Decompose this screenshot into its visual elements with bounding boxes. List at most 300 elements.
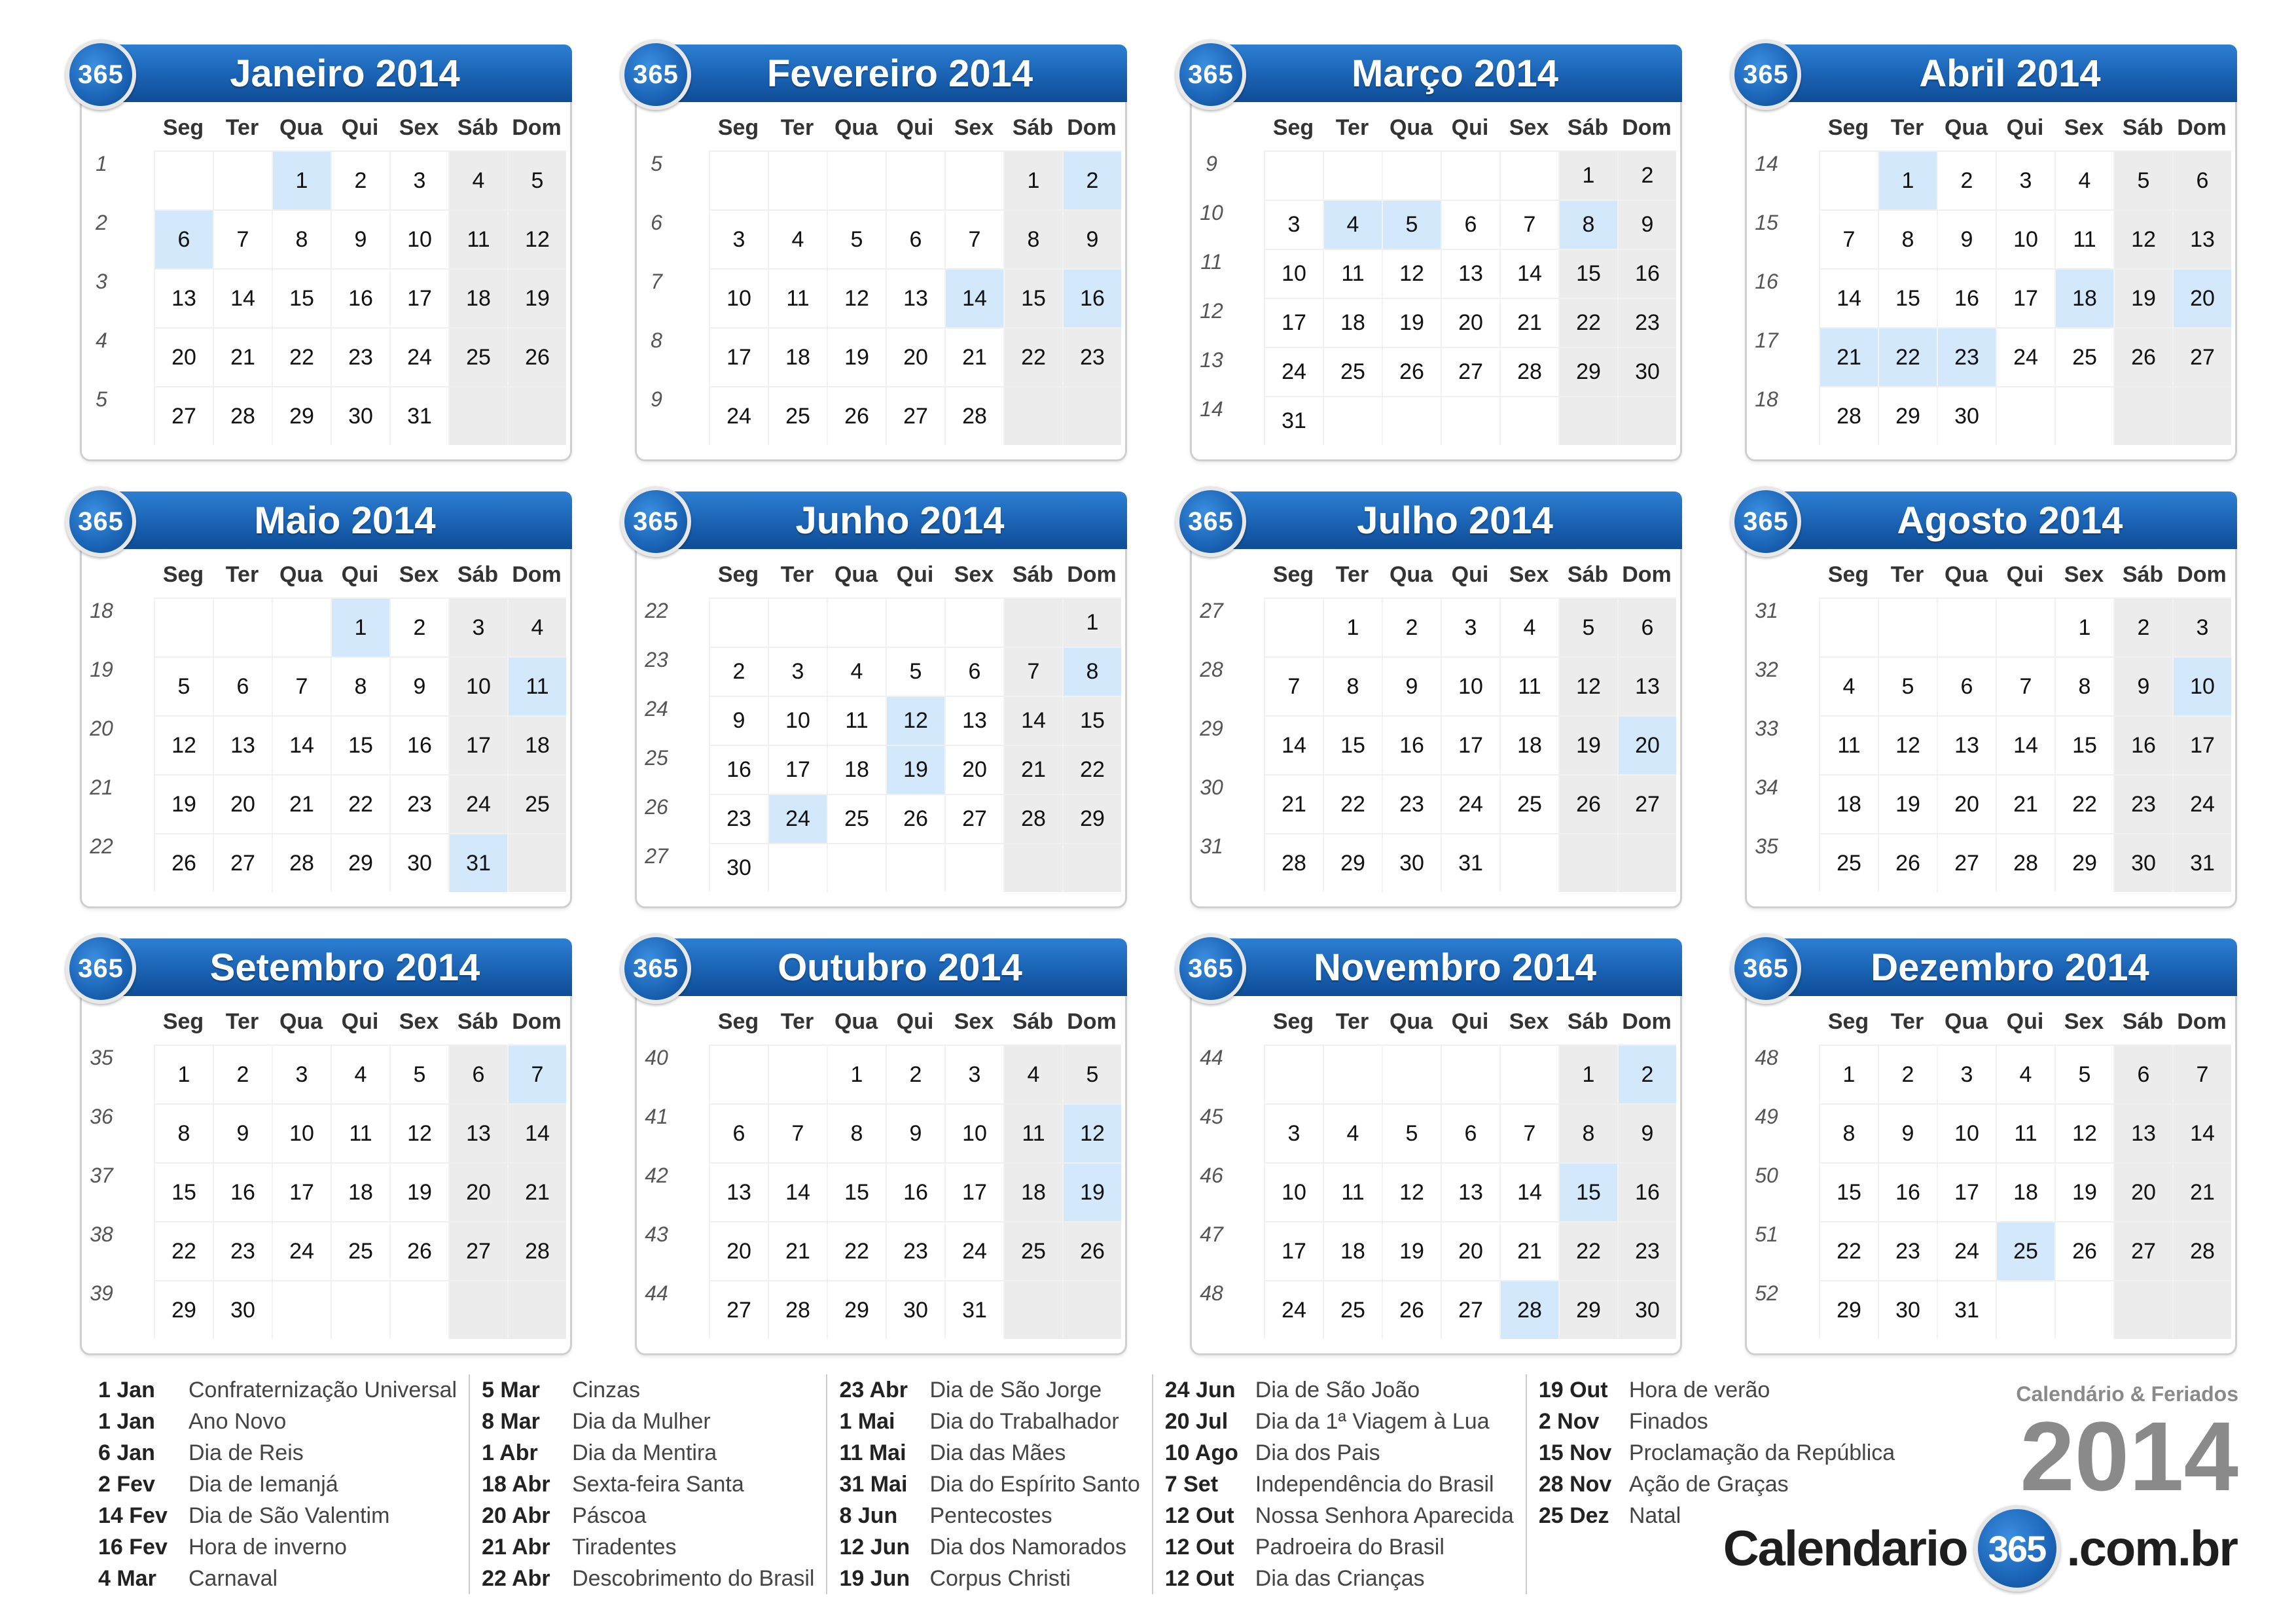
day-cell[interactable]: 8 bbox=[827, 1105, 886, 1162]
day-cell[interactable]: 4 bbox=[1323, 201, 1382, 249]
day-cell[interactable]: 10 bbox=[1264, 1164, 1323, 1221]
day-cell[interactable]: 7 bbox=[272, 658, 331, 715]
day-cell[interactable]: 24 bbox=[1441, 776, 1499, 833]
day-cell[interactable]: 8 bbox=[154, 1105, 213, 1162]
day-cell[interactable]: 22 bbox=[1003, 329, 1062, 386]
day-cell[interactable]: 23 bbox=[1937, 329, 1996, 386]
day-cell[interactable]: 25 bbox=[1996, 1222, 2054, 1280]
day-cell[interactable]: 2 bbox=[1617, 152, 1676, 200]
day-cell[interactable]: 6 bbox=[1617, 599, 1676, 656]
day-cell[interactable]: 2 bbox=[2113, 599, 2172, 656]
day-cell[interactable]: 13 bbox=[1617, 658, 1676, 715]
day-cell[interactable]: 14 bbox=[2172, 1105, 2231, 1162]
day-cell[interactable]: 15 bbox=[1323, 717, 1382, 774]
day-cell[interactable]: 23 bbox=[2113, 776, 2172, 833]
day-cell[interactable]: 14 bbox=[1819, 270, 1878, 327]
day-cell[interactable]: 20 bbox=[1617, 717, 1676, 774]
day-cell[interactable]: 1 bbox=[827, 1046, 886, 1103]
day-cell[interactable]: 3 bbox=[448, 599, 507, 656]
day-cell[interactable]: 3 bbox=[1264, 201, 1323, 249]
day-cell[interactable]: 16 bbox=[213, 1164, 272, 1221]
day-cell[interactable]: 23 bbox=[213, 1222, 272, 1280]
day-cell[interactable]: 21 bbox=[213, 329, 272, 386]
day-cell[interactable]: 20 bbox=[213, 776, 272, 833]
day-cell[interactable]: 11 bbox=[1003, 1105, 1062, 1162]
day-cell[interactable]: 22 bbox=[331, 776, 389, 833]
day-cell[interactable]: 26 bbox=[1382, 1281, 1441, 1339]
day-cell[interactable]: 17 bbox=[1441, 717, 1499, 774]
day-cell[interactable]: 31 bbox=[1441, 834, 1499, 892]
day-cell[interactable]: 18 bbox=[768, 329, 827, 386]
day-cell[interactable]: 14 bbox=[1003, 697, 1062, 745]
day-cell[interactable]: 7 bbox=[1819, 211, 1878, 268]
day-cell[interactable]: 29 bbox=[1558, 348, 1617, 396]
day-cell[interactable]: 20 bbox=[886, 329, 944, 386]
day-cell[interactable]: 7 bbox=[2172, 1046, 2231, 1103]
day-cell[interactable]: 17 bbox=[1264, 299, 1323, 347]
day-cell[interactable]: 30 bbox=[389, 834, 448, 892]
day-cell[interactable]: 6 bbox=[1441, 201, 1499, 249]
day-cell[interactable]: 1 bbox=[272, 152, 331, 209]
day-cell[interactable]: 11 bbox=[331, 1105, 389, 1162]
day-cell[interactable]: 28 bbox=[213, 387, 272, 445]
day-cell[interactable]: 9 bbox=[1878, 1105, 1937, 1162]
day-cell[interactable]: 7 bbox=[944, 211, 1003, 268]
day-cell[interactable]: 24 bbox=[709, 387, 768, 445]
day-cell[interactable]: 28 bbox=[1499, 1281, 1558, 1339]
day-cell[interactable]: 22 bbox=[1558, 1222, 1617, 1280]
day-cell[interactable]: 18 bbox=[507, 717, 566, 774]
day-cell[interactable]: 19 bbox=[507, 270, 566, 327]
day-cell[interactable]: 27 bbox=[1937, 834, 1996, 892]
day-cell[interactable]: 10 bbox=[1937, 1105, 1996, 1162]
day-cell[interactable]: 4 bbox=[331, 1046, 389, 1103]
day-cell[interactable]: 7 bbox=[768, 1105, 827, 1162]
day-cell[interactable]: 4 bbox=[1996, 1046, 2054, 1103]
day-cell[interactable]: 11 bbox=[2054, 211, 2113, 268]
day-cell[interactable]: 10 bbox=[1441, 658, 1499, 715]
day-cell[interactable]: 19 bbox=[827, 329, 886, 386]
day-cell[interactable]: 20 bbox=[1937, 776, 1996, 833]
day-cell[interactable]: 20 bbox=[2172, 270, 2231, 327]
day-cell[interactable]: 10 bbox=[272, 1105, 331, 1162]
day-cell[interactable]: 15 bbox=[2054, 717, 2113, 774]
day-cell[interactable]: 21 bbox=[507, 1164, 566, 1221]
day-cell[interactable]: 8 bbox=[331, 658, 389, 715]
day-cell[interactable]: 4 bbox=[768, 211, 827, 268]
day-cell[interactable]: 10 bbox=[448, 658, 507, 715]
day-cell[interactable]: 20 bbox=[1441, 1222, 1499, 1280]
day-cell[interactable]: 30 bbox=[1617, 348, 1676, 396]
day-cell[interactable]: 10 bbox=[1264, 250, 1323, 298]
day-cell[interactable]: 3 bbox=[2172, 599, 2231, 656]
day-cell[interactable]: 14 bbox=[768, 1164, 827, 1221]
day-cell[interactable]: 26 bbox=[2054, 1222, 2113, 1280]
day-cell[interactable]: 14 bbox=[1996, 717, 2054, 774]
day-cell[interactable]: 9 bbox=[1617, 201, 1676, 249]
day-cell[interactable]: 27 bbox=[213, 834, 272, 892]
day-cell[interactable]: 2 bbox=[1382, 599, 1441, 656]
day-cell[interactable]: 21 bbox=[1819, 329, 1878, 386]
day-cell[interactable]: 21 bbox=[1003, 746, 1062, 794]
day-cell[interactable]: 17 bbox=[2172, 717, 2231, 774]
day-cell[interactable]: 6 bbox=[154, 211, 213, 268]
day-cell[interactable]: 24 bbox=[448, 776, 507, 833]
day-cell[interactable]: 29 bbox=[331, 834, 389, 892]
day-cell[interactable]: 14 bbox=[272, 717, 331, 774]
day-cell[interactable]: 18 bbox=[1323, 299, 1382, 347]
day-cell[interactable]: 16 bbox=[389, 717, 448, 774]
day-cell[interactable]: 2 bbox=[1617, 1046, 1676, 1103]
day-cell[interactable]: 3 bbox=[944, 1046, 1003, 1103]
day-cell[interactable]: 17 bbox=[944, 1164, 1003, 1221]
day-cell[interactable]: 12 bbox=[389, 1105, 448, 1162]
day-cell[interactable]: 16 bbox=[886, 1164, 944, 1221]
day-cell[interactable]: 26 bbox=[886, 795, 944, 843]
day-cell[interactable]: 12 bbox=[1558, 658, 1617, 715]
day-cell[interactable]: 16 bbox=[1617, 250, 1676, 298]
day-cell[interactable]: 2 bbox=[1937, 152, 1996, 209]
day-cell[interactable]: 22 bbox=[2054, 776, 2113, 833]
day-cell[interactable]: 12 bbox=[1382, 250, 1441, 298]
day-cell[interactable]: 13 bbox=[1937, 717, 1996, 774]
day-cell[interactable]: 5 bbox=[1558, 599, 1617, 656]
day-cell[interactable]: 19 bbox=[1382, 299, 1441, 347]
day-cell[interactable]: 26 bbox=[2113, 329, 2172, 386]
day-cell[interactable]: 4 bbox=[1819, 658, 1878, 715]
day-cell[interactable]: 22 bbox=[1062, 746, 1121, 794]
day-cell[interactable]: 22 bbox=[1323, 776, 1382, 833]
day-cell[interactable]: 17 bbox=[709, 329, 768, 386]
day-cell[interactable]: 25 bbox=[1499, 776, 1558, 833]
day-cell[interactable]: 23 bbox=[886, 1222, 944, 1280]
day-cell[interactable]: 30 bbox=[331, 387, 389, 445]
day-cell[interactable]: 20 bbox=[1441, 299, 1499, 347]
day-cell[interactable]: 19 bbox=[1062, 1164, 1121, 1221]
day-cell[interactable]: 15 bbox=[1558, 1164, 1617, 1221]
day-cell[interactable]: 2 bbox=[1878, 1046, 1937, 1103]
day-cell[interactable]: 16 bbox=[1937, 270, 1996, 327]
day-cell[interactable]: 26 bbox=[1558, 776, 1617, 833]
day-cell[interactable]: 23 bbox=[1617, 299, 1676, 347]
day-cell[interactable]: 15 bbox=[827, 1164, 886, 1221]
day-cell[interactable]: 22 bbox=[1558, 299, 1617, 347]
day-cell[interactable]: 3 bbox=[768, 648, 827, 696]
day-cell[interactable]: 16 bbox=[1062, 270, 1121, 327]
day-cell[interactable]: 21 bbox=[944, 329, 1003, 386]
day-cell[interactable]: 30 bbox=[1382, 834, 1441, 892]
day-cell[interactable]: 10 bbox=[1996, 211, 2054, 268]
day-cell[interactable]: 1 bbox=[154, 1046, 213, 1103]
day-cell[interactable]: 6 bbox=[886, 211, 944, 268]
day-cell[interactable]: 29 bbox=[1558, 1281, 1617, 1339]
day-cell[interactable]: 3 bbox=[272, 1046, 331, 1103]
day-cell[interactable]: 18 bbox=[1499, 717, 1558, 774]
day-cell[interactable]: 4 bbox=[448, 152, 507, 209]
day-cell[interactable]: 29 bbox=[272, 387, 331, 445]
day-cell[interactable]: 22 bbox=[154, 1222, 213, 1280]
day-cell[interactable]: 19 bbox=[1558, 717, 1617, 774]
day-cell[interactable]: 17 bbox=[1264, 1222, 1323, 1280]
day-cell[interactable]: 17 bbox=[389, 270, 448, 327]
day-cell[interactable]: 27 bbox=[709, 1281, 768, 1339]
day-cell[interactable]: 28 bbox=[768, 1281, 827, 1339]
day-cell[interactable]: 6 bbox=[944, 648, 1003, 696]
day-cell[interactable]: 2 bbox=[213, 1046, 272, 1103]
day-cell[interactable]: 12 bbox=[1878, 717, 1937, 774]
day-cell[interactable]: 16 bbox=[331, 270, 389, 327]
day-cell[interactable]: 12 bbox=[1382, 1164, 1441, 1221]
day-cell[interactable]: 23 bbox=[709, 795, 768, 843]
day-cell[interactable]: 25 bbox=[827, 795, 886, 843]
day-cell[interactable]: 11 bbox=[1323, 1164, 1382, 1221]
day-cell[interactable]: 18 bbox=[448, 270, 507, 327]
day-cell[interactable]: 10 bbox=[768, 697, 827, 745]
day-cell[interactable]: 9 bbox=[331, 211, 389, 268]
day-cell[interactable]: 21 bbox=[272, 776, 331, 833]
day-cell[interactable]: 23 bbox=[1617, 1222, 1676, 1280]
day-cell[interactable]: 14 bbox=[944, 270, 1003, 327]
day-cell[interactable]: 19 bbox=[2113, 270, 2172, 327]
day-cell[interactable]: 5 bbox=[154, 658, 213, 715]
day-cell[interactable]: 12 bbox=[827, 270, 886, 327]
day-cell[interactable]: 18 bbox=[1003, 1164, 1062, 1221]
day-cell[interactable]: 20 bbox=[154, 329, 213, 386]
day-cell[interactable]: 9 bbox=[886, 1105, 944, 1162]
day-cell[interactable]: 2 bbox=[1062, 152, 1121, 209]
day-cell[interactable]: 8 bbox=[1003, 211, 1062, 268]
day-cell[interactable]: 12 bbox=[507, 211, 566, 268]
day-cell[interactable]: 9 bbox=[1617, 1105, 1676, 1162]
day-cell[interactable]: 14 bbox=[1499, 1164, 1558, 1221]
day-cell[interactable]: 24 bbox=[1996, 329, 2054, 386]
day-cell[interactable]: 5 bbox=[2054, 1046, 2113, 1103]
day-cell[interactable]: 13 bbox=[1441, 250, 1499, 298]
day-cell[interactable]: 4 bbox=[1323, 1105, 1382, 1162]
day-cell[interactable]: 25 bbox=[1819, 834, 1878, 892]
day-cell[interactable]: 27 bbox=[2172, 329, 2231, 386]
day-cell[interactable]: 27 bbox=[2113, 1222, 2172, 1280]
day-cell[interactable]: 13 bbox=[709, 1164, 768, 1221]
day-cell[interactable]: 15 bbox=[154, 1164, 213, 1221]
day-cell[interactable]: 6 bbox=[709, 1105, 768, 1162]
day-cell[interactable]: 5 bbox=[1878, 658, 1937, 715]
day-cell[interactable]: 10 bbox=[2172, 658, 2231, 715]
day-cell[interactable]: 28 bbox=[2172, 1222, 2231, 1280]
day-cell[interactable]: 22 bbox=[827, 1222, 886, 1280]
day-cell[interactable]: 15 bbox=[331, 717, 389, 774]
day-cell[interactable]: 11 bbox=[448, 211, 507, 268]
day-cell[interactable]: 1 bbox=[1819, 1046, 1878, 1103]
day-cell[interactable]: 31 bbox=[448, 834, 507, 892]
day-cell[interactable]: 24 bbox=[389, 329, 448, 386]
day-cell[interactable]: 21 bbox=[1499, 1222, 1558, 1280]
day-cell[interactable]: 24 bbox=[944, 1222, 1003, 1280]
day-cell[interactable]: 9 bbox=[1382, 658, 1441, 715]
day-cell[interactable]: 26 bbox=[1878, 834, 1937, 892]
day-cell[interactable]: 9 bbox=[389, 658, 448, 715]
day-cell[interactable]: 14 bbox=[507, 1105, 566, 1162]
day-cell[interactable]: 23 bbox=[331, 329, 389, 386]
day-cell[interactable]: 16 bbox=[1382, 717, 1441, 774]
day-cell[interactable]: 7 bbox=[213, 211, 272, 268]
day-cell[interactable]: 2 bbox=[389, 599, 448, 656]
day-cell[interactable]: 11 bbox=[1499, 658, 1558, 715]
day-cell[interactable]: 13 bbox=[944, 697, 1003, 745]
day-cell[interactable]: 18 bbox=[827, 746, 886, 794]
day-cell[interactable]: 27 bbox=[448, 1222, 507, 1280]
day-cell[interactable]: 30 bbox=[709, 844, 768, 892]
day-cell[interactable]: 26 bbox=[827, 387, 886, 445]
day-cell[interactable]: 24 bbox=[1264, 1281, 1323, 1339]
day-cell[interactable]: 25 bbox=[331, 1222, 389, 1280]
day-cell[interactable]: 18 bbox=[1323, 1222, 1382, 1280]
day-cell[interactable]: 8 bbox=[272, 211, 331, 268]
day-cell[interactable]: 30 bbox=[1617, 1281, 1676, 1339]
day-cell[interactable]: 16 bbox=[1878, 1164, 1937, 1221]
day-cell[interactable]: 26 bbox=[507, 329, 566, 386]
day-cell[interactable]: 22 bbox=[1878, 329, 1937, 386]
day-cell[interactable]: 28 bbox=[1996, 834, 2054, 892]
day-cell[interactable]: 29 bbox=[1323, 834, 1382, 892]
day-cell[interactable]: 3 bbox=[1996, 152, 2054, 209]
day-cell[interactable]: 3 bbox=[709, 211, 768, 268]
day-cell[interactable]: 16 bbox=[1617, 1164, 1676, 1221]
day-cell[interactable]: 17 bbox=[1937, 1164, 1996, 1221]
day-cell[interactable]: 5 bbox=[827, 211, 886, 268]
day-cell[interactable]: 30 bbox=[2113, 834, 2172, 892]
day-cell[interactable]: 30 bbox=[1937, 387, 1996, 445]
day-cell[interactable]: 19 bbox=[389, 1164, 448, 1221]
day-cell[interactable]: 17 bbox=[448, 717, 507, 774]
day-cell[interactable]: 23 bbox=[1878, 1222, 1937, 1280]
day-cell[interactable]: 4 bbox=[2054, 152, 2113, 209]
day-cell[interactable]: 3 bbox=[1937, 1046, 1996, 1103]
day-cell[interactable]: 12 bbox=[1062, 1105, 1121, 1162]
day-cell[interactable]: 5 bbox=[2113, 152, 2172, 209]
day-cell[interactable]: 13 bbox=[886, 270, 944, 327]
day-cell[interactable]: 10 bbox=[944, 1105, 1003, 1162]
day-cell[interactable]: 28 bbox=[944, 387, 1003, 445]
day-cell[interactable]: 15 bbox=[1003, 270, 1062, 327]
day-cell[interactable]: 3 bbox=[389, 152, 448, 209]
day-cell[interactable]: 4 bbox=[827, 648, 886, 696]
day-cell[interactable]: 17 bbox=[1996, 270, 2054, 327]
day-cell[interactable]: 22 bbox=[272, 329, 331, 386]
day-cell[interactable]: 9 bbox=[213, 1105, 272, 1162]
day-cell[interactable]: 24 bbox=[768, 795, 827, 843]
day-cell[interactable]: 25 bbox=[2054, 329, 2113, 386]
day-cell[interactable]: 7 bbox=[1499, 201, 1558, 249]
day-cell[interactable]: 25 bbox=[768, 387, 827, 445]
day-cell[interactable]: 5 bbox=[1382, 1105, 1441, 1162]
day-cell[interactable]: 20 bbox=[709, 1222, 768, 1280]
day-cell[interactable]: 30 bbox=[886, 1281, 944, 1339]
day-cell[interactable]: 8 bbox=[1062, 648, 1121, 696]
day-cell[interactable]: 5 bbox=[1382, 201, 1441, 249]
day-cell[interactable]: 23 bbox=[1382, 776, 1441, 833]
day-cell[interactable]: 25 bbox=[507, 776, 566, 833]
day-cell[interactable]: 6 bbox=[213, 658, 272, 715]
day-cell[interactable]: 27 bbox=[886, 387, 944, 445]
day-cell[interactable]: 15 bbox=[1558, 250, 1617, 298]
day-cell[interactable]: 23 bbox=[1062, 329, 1121, 386]
day-cell[interactable]: 8 bbox=[1558, 201, 1617, 249]
day-cell[interactable]: 2 bbox=[709, 648, 768, 696]
day-cell[interactable]: 20 bbox=[448, 1164, 507, 1221]
day-cell[interactable]: 17 bbox=[768, 746, 827, 794]
day-cell[interactable]: 19 bbox=[154, 776, 213, 833]
day-cell[interactable]: 29 bbox=[1819, 1281, 1878, 1339]
day-cell[interactable]: 7 bbox=[1264, 658, 1323, 715]
day-cell[interactable]: 26 bbox=[389, 1222, 448, 1280]
day-cell[interactable]: 5 bbox=[389, 1046, 448, 1103]
day-cell[interactable]: 24 bbox=[272, 1222, 331, 1280]
day-cell[interactable]: 31 bbox=[389, 387, 448, 445]
day-cell[interactable]: 20 bbox=[2113, 1164, 2172, 1221]
day-cell[interactable]: 20 bbox=[944, 746, 1003, 794]
day-cell[interactable]: 1 bbox=[1323, 599, 1382, 656]
day-cell[interactable]: 1 bbox=[1062, 599, 1121, 647]
day-cell[interactable]: 1 bbox=[1558, 1046, 1617, 1103]
day-cell[interactable]: 15 bbox=[1062, 697, 1121, 745]
day-cell[interactable]: 24 bbox=[1937, 1222, 1996, 1280]
day-cell[interactable]: 18 bbox=[331, 1164, 389, 1221]
day-cell[interactable]: 15 bbox=[1819, 1164, 1878, 1221]
day-cell[interactable]: 19 bbox=[2054, 1164, 2113, 1221]
day-cell[interactable]: 22 bbox=[1819, 1222, 1878, 1280]
day-cell[interactable]: 27 bbox=[154, 387, 213, 445]
day-cell[interactable]: 8 bbox=[1323, 658, 1382, 715]
day-cell[interactable]: 14 bbox=[1499, 250, 1558, 298]
day-cell[interactable]: 16 bbox=[2113, 717, 2172, 774]
day-cell[interactable]: 11 bbox=[507, 658, 566, 715]
day-cell[interactable]: 29 bbox=[154, 1281, 213, 1339]
day-cell[interactable]: 9 bbox=[709, 697, 768, 745]
day-cell[interactable]: 12 bbox=[886, 697, 944, 745]
day-cell[interactable]: 7 bbox=[507, 1046, 566, 1103]
day-cell[interactable]: 30 bbox=[1878, 1281, 1937, 1339]
day-cell[interactable]: 11 bbox=[1323, 250, 1382, 298]
day-cell[interactable]: 27 bbox=[1617, 776, 1676, 833]
day-cell[interactable]: 5 bbox=[886, 648, 944, 696]
day-cell[interactable]: 24 bbox=[1264, 348, 1323, 396]
day-cell[interactable]: 16 bbox=[709, 746, 768, 794]
day-cell[interactable]: 4 bbox=[507, 599, 566, 656]
day-cell[interactable]: 11 bbox=[768, 270, 827, 327]
day-cell[interactable]: 19 bbox=[1382, 1222, 1441, 1280]
day-cell[interactable]: 21 bbox=[2172, 1164, 2231, 1221]
day-cell[interactable]: 21 bbox=[1264, 776, 1323, 833]
day-cell[interactable]: 29 bbox=[1062, 795, 1121, 843]
day-cell[interactable]: 10 bbox=[709, 270, 768, 327]
day-cell[interactable]: 6 bbox=[2113, 1046, 2172, 1103]
day-cell[interactable]: 6 bbox=[1441, 1105, 1499, 1162]
day-cell[interactable]: 27 bbox=[1441, 1281, 1499, 1339]
day-cell[interactable]: 8 bbox=[2054, 658, 2113, 715]
day-cell[interactable]: 28 bbox=[272, 834, 331, 892]
day-cell[interactable]: 25 bbox=[1323, 1281, 1382, 1339]
day-cell[interactable]: 3 bbox=[1264, 1105, 1323, 1162]
day-cell[interactable]: 1 bbox=[1878, 152, 1937, 209]
day-cell[interactable]: 31 bbox=[944, 1281, 1003, 1339]
day-cell[interactable]: 11 bbox=[1819, 717, 1878, 774]
day-cell[interactable]: 26 bbox=[1382, 348, 1441, 396]
day-cell[interactable]: 1 bbox=[1003, 152, 1062, 209]
day-cell[interactable]: 1 bbox=[1558, 152, 1617, 200]
day-cell[interactable]: 5 bbox=[507, 152, 566, 209]
day-cell[interactable]: 25 bbox=[1323, 348, 1382, 396]
